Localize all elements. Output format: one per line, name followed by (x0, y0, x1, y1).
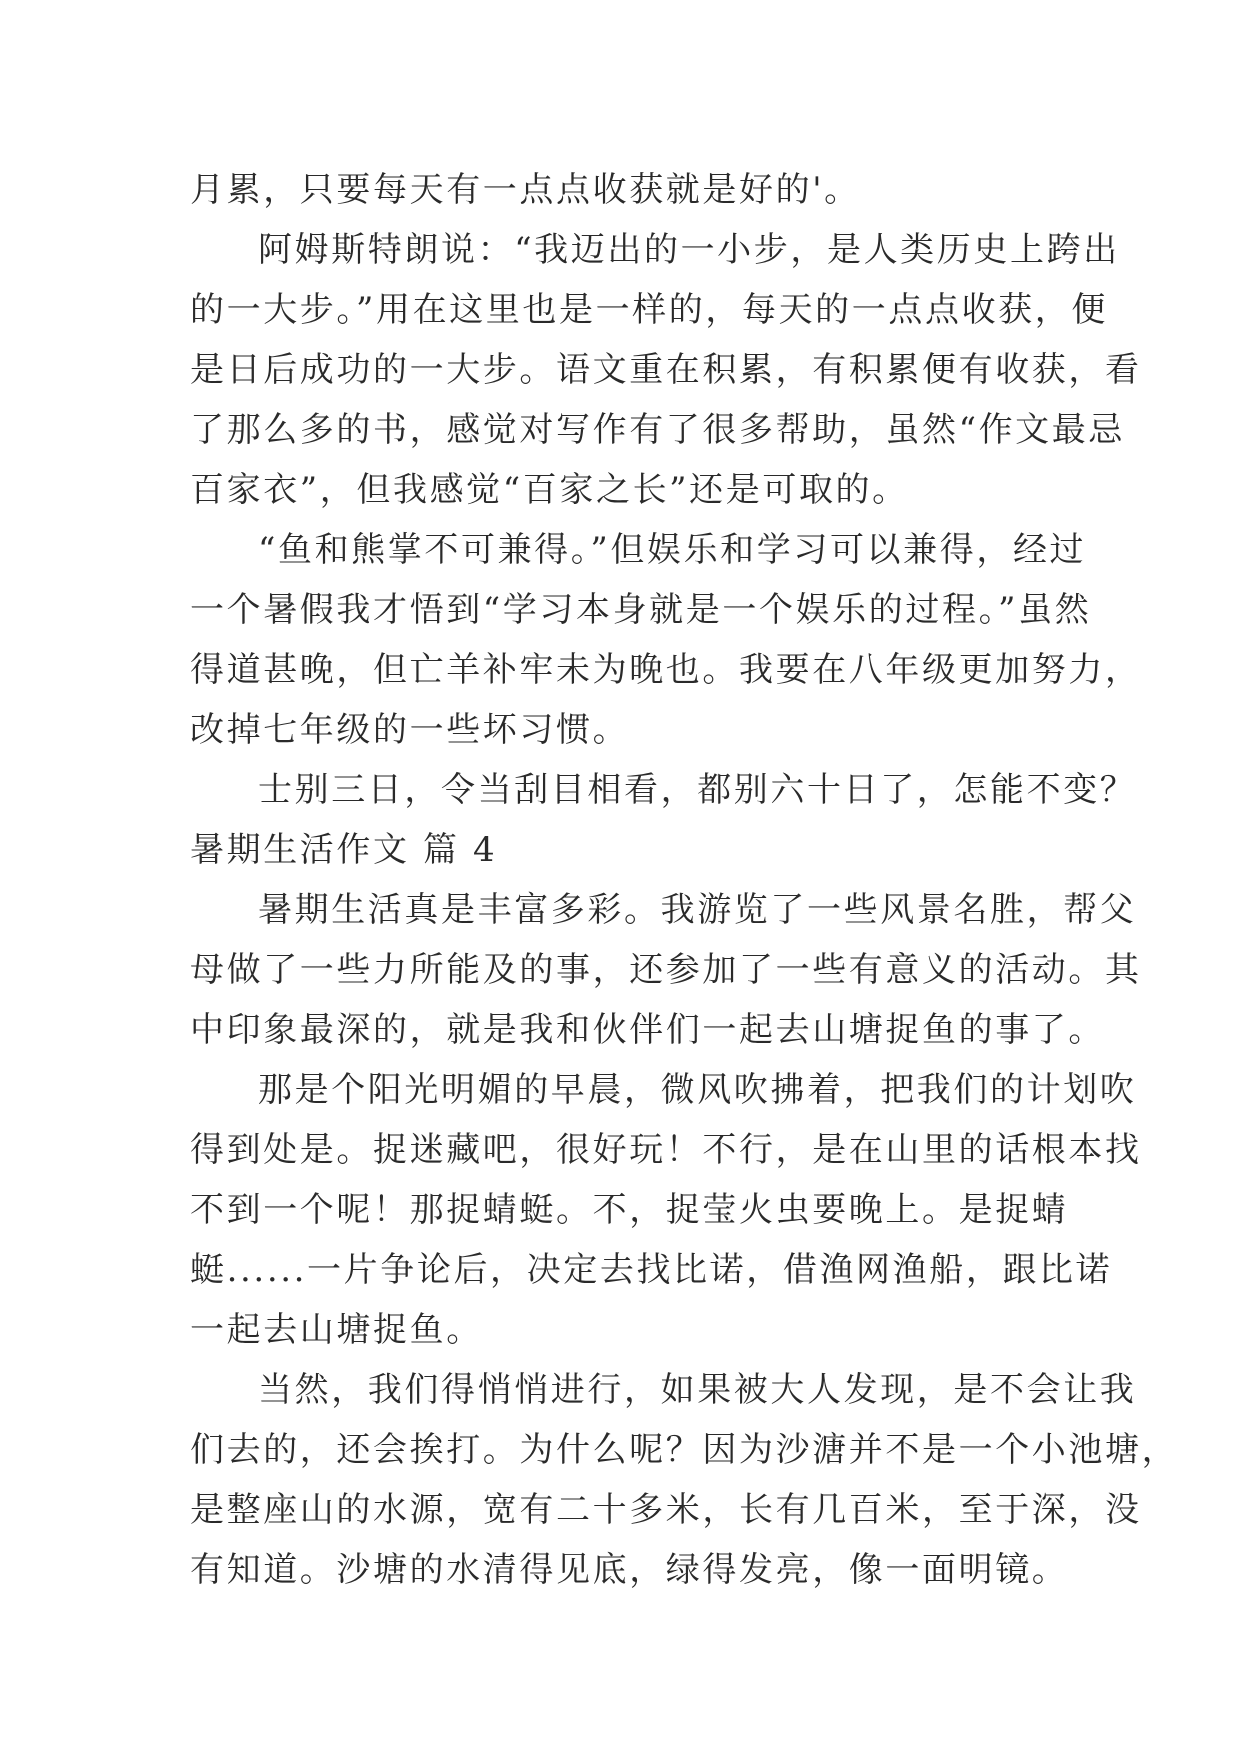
text-line: 有知道。沙塘的水清得见底，绿得发亮，像一面明镜。 (190, 1550, 1069, 1590)
text-line: 是整座山的水源，宽有二十多米，长有几百米，至于深，没 (190, 1490, 1142, 1530)
text-line: 一个暑假我才悟到“学习本身就是一个娱乐的过程。”虽然 (190, 590, 1092, 630)
text-line: 了那么多的书，感觉对写作有了很多帮助，虽然“作文最忌 (190, 410, 1125, 450)
paragraph-start-line: “鱼和熊掌不可兼得。”但娱乐和学习可以兼得，经过 (258, 530, 1087, 570)
text-line: 得道甚晚，但亡羊补牢未为晚也。我要在八年级更加努力， (190, 650, 1142, 690)
text-line: 母做了一些力所能及的事，还参加了一些有意义的活动。其 (190, 950, 1142, 990)
text-line: 不到一个呢！那捉蜻蜓。不，捉莹火虫要晚上。是捉蜻 (190, 1190, 1069, 1230)
text-line: 的一大步。”用在这里也是一样的，每天的一点点收获，便 (190, 290, 1108, 330)
text-line: 们去的，还会挨打。为什么呢？因为沙溏并不是一个小池塘， (190, 1430, 1179, 1470)
paragraph-start-line: 当然，我们得悄悄进行，如果被大人发现，是不会让我 (258, 1370, 1137, 1410)
text-line: 月累，只要每天有一点点收获就是好的'。 (190, 170, 861, 210)
document-body (190, 160, 1179, 1600)
text-line: 得到处是。捉迷藏吧，很好玩！不行，是在山里的话根本找 (190, 1130, 1142, 1170)
text-line: 是日后成功的一大步。语文重在积累，有积累便有收获，看 (190, 350, 1142, 390)
paragraph-start-line: 阿姆斯特朗说：“我迈出的一小步，是人类历史上跨出 (258, 230, 1120, 270)
text-line: 一起去山塘捉鱼。 (190, 1310, 483, 1350)
paragraph-start-line: 那是个阳光明媚的早晨，微风吹拂着，把我们的计划吹 (258, 1070, 1137, 1110)
paragraph-start-line: 暑期生活真是丰富多彩。我游览了一些风景名胜，帮父 (258, 890, 1137, 930)
paragraph-start-line: 士别三日，令当刮目相看，都别六十日了，怎能不变？ (258, 770, 1137, 810)
text-line: 百家衣”，但我感觉“百家之长”还是可取的。 (190, 470, 909, 510)
text-line: 改掉七年级的一些坏习惯。 (190, 710, 630, 750)
section-heading: 暑期生活作文 篇 4 (190, 830, 498, 870)
text-line: 蜓......一片争论后，决定去找比诺，借渔网渔船，跟比诺 (190, 1250, 1113, 1290)
text-line: 中印象最深的，就是我和伙伴们一起去山塘捉鱼的事了。 (190, 1010, 1105, 1050)
